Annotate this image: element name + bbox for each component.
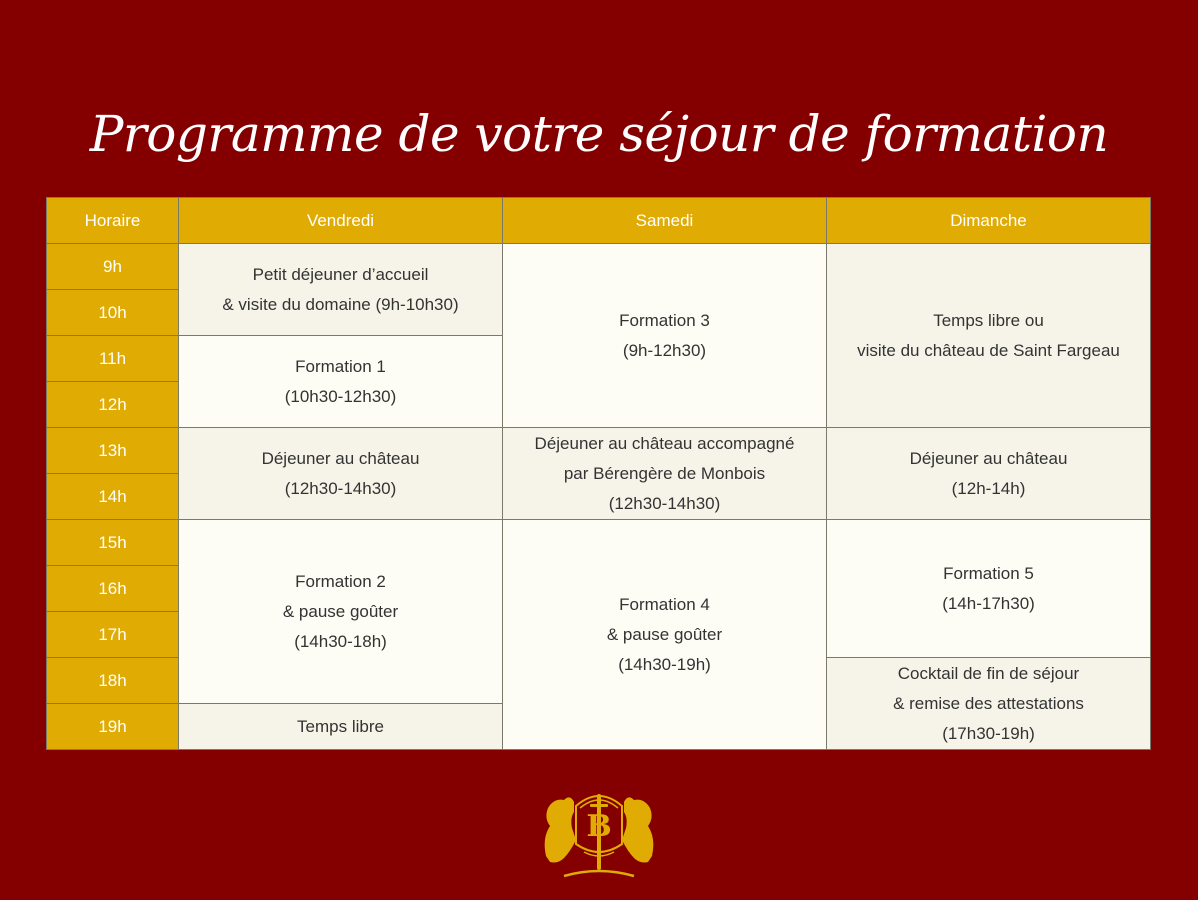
- table-row: [47, 520, 1151, 566]
- hour-cell: 10h: [47, 290, 179, 336]
- event-line: Temps libre ou: [933, 310, 1044, 330]
- left-lion-icon: [545, 797, 576, 862]
- header-hour: Horaire: [47, 198, 179, 244]
- hour-cell: 11h: [47, 336, 179, 382]
- header-row: [47, 198, 1151, 244]
- event-line: & pause goûter: [606, 624, 723, 644]
- event-line: Formation 5: [943, 563, 1034, 583]
- event-cell: [827, 428, 1151, 520]
- crest-logo: [524, 778, 674, 884]
- event-cell: [827, 520, 1151, 658]
- header-day-vendredi: Vendredi: [179, 198, 503, 244]
- event-line: Formation 3: [619, 310, 710, 330]
- page-title: Programme de votre séjour de formation: [89, 105, 1109, 163]
- event-line: Déjeuner au château accompagné: [534, 433, 795, 453]
- event-line: (14h30-18h): [294, 631, 387, 651]
- event-cell: [503, 520, 827, 750]
- schedule-table: [46, 197, 1151, 750]
- event-cell: [179, 704, 503, 750]
- event-line: & remise des attestations: [893, 693, 1084, 713]
- hour-cell: 15h: [47, 520, 179, 566]
- event-cell: [179, 428, 503, 520]
- event-line: (12h30-14h30): [608, 493, 721, 513]
- event-line: Formation 2: [295, 571, 386, 591]
- event-cell: [827, 244, 1151, 428]
- hour-cell: 18h: [47, 658, 179, 704]
- event-cell: [179, 336, 503, 428]
- hour-cell: 17h: [47, 612, 179, 658]
- event-line: (9h-12h30): [622, 340, 707, 360]
- event-line: Temps libre: [297, 716, 384, 736]
- event-line: Formation 1: [295, 356, 386, 376]
- event-line: (17h30-19h): [942, 723, 1035, 743]
- event-line: (12h30-14h30): [284, 478, 397, 498]
- header-day-dimanche: Dimanche: [827, 198, 1151, 244]
- right-lion-icon: [622, 797, 653, 862]
- event-line: & visite du domaine (9h-10h30): [222, 294, 459, 314]
- hour-cell: 12h: [47, 382, 179, 428]
- event-line: visite du château de Saint Fargeau: [857, 340, 1120, 360]
- event-line: Formation 4: [619, 594, 710, 614]
- event-line: par Bérengère de Monbois: [563, 463, 766, 483]
- hour-cell: 14h: [47, 474, 179, 520]
- table-row: [47, 244, 1151, 290]
- hour-cell: 16h: [47, 566, 179, 612]
- event-line: (10h30-12h30): [284, 386, 397, 406]
- event-line: Déjeuner au château: [261, 448, 420, 468]
- header-day-samedi: Samedi: [503, 198, 827, 244]
- crest-monogram: B: [586, 809, 612, 844]
- hour-cell: 13h: [47, 428, 179, 474]
- event-line: & pause goûter: [282, 601, 399, 621]
- event-cell: [179, 520, 503, 704]
- event-line: (12h-14h): [951, 478, 1026, 498]
- event-line: Déjeuner au château: [909, 448, 1068, 468]
- event-line: Petit déjeuner d’accueil: [252, 264, 429, 284]
- event-line: Cocktail de fin de séjour: [897, 663, 1080, 683]
- event-cell: [827, 658, 1151, 750]
- event-line: (14h30-19h): [618, 654, 711, 674]
- event-cell: [503, 244, 827, 428]
- event-cell: [179, 244, 503, 336]
- event-cell: [503, 428, 827, 520]
- hour-cell: 9h: [47, 244, 179, 290]
- event-line: (14h-17h30): [942, 593, 1035, 613]
- table-row: [47, 428, 1151, 474]
- hour-cell: 19h: [47, 704, 179, 750]
